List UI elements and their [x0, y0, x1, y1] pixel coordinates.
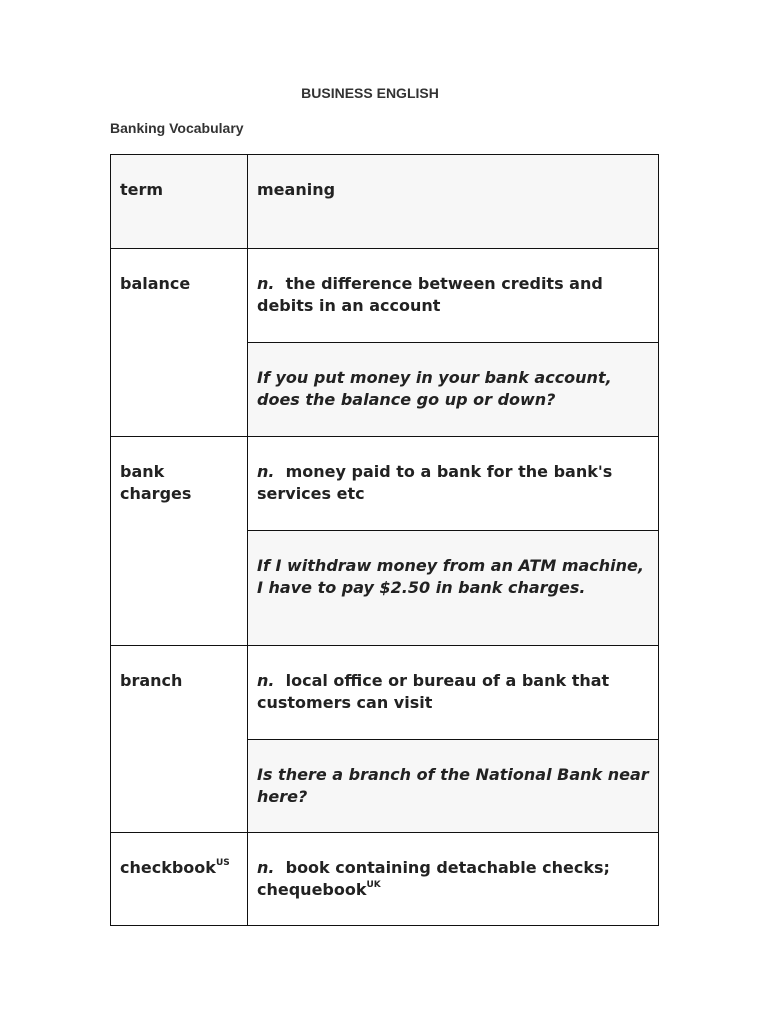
term-cell	[111, 646, 248, 833]
document-title: BUSINESS ENGLISH	[301, 85, 439, 101]
table-row	[111, 833, 659, 926]
example-cell	[248, 531, 659, 646]
example-text: Is there a branch of the National Bank near here?	[257, 765, 649, 806]
definition-text: money paid to a bank for the bank's services etc	[257, 462, 613, 503]
definition-text: the difference between credits and debits in an account	[257, 274, 603, 315]
definition-cell	[248, 437, 659, 531]
document-subtitle: Banking Vocabulary	[110, 120, 244, 136]
column-header-meaning: meaning	[248, 155, 659, 249]
term-text: branch	[120, 671, 183, 690]
definition-cell	[248, 646, 659, 740]
definition-text: local office or bureau of a bank that customers can visit	[257, 671, 610, 712]
definition-cell	[248, 249, 659, 343]
table-row	[111, 249, 659, 343]
term-cell	[111, 833, 248, 926]
part-of-speech: n.	[257, 462, 275, 481]
example-text: If I withdraw money from an ATM machine, I have to pay $2.50 in bank charges.	[257, 556, 644, 597]
term-text: checkbook	[120, 858, 216, 877]
part-of-speech: n.	[257, 671, 275, 690]
table-header-row	[111, 155, 659, 249]
term-cell	[111, 249, 248, 437]
example-cell	[248, 343, 659, 437]
term-region-superscript: US	[215, 857, 230, 868]
term-cell	[111, 437, 248, 646]
definition-cell	[248, 833, 659, 926]
term-text: balance	[120, 274, 191, 293]
definition-text: book containing detachable checks; chequebook	[257, 858, 610, 899]
example-text: If you put money in your bank account, does the balance go up or down?	[257, 368, 612, 409]
vocabulary-table	[110, 154, 659, 926]
column-header-term: term	[111, 155, 248, 249]
table-row	[111, 437, 659, 531]
part-of-speech: n.	[257, 274, 275, 293]
part-of-speech: n.	[257, 858, 275, 877]
example-cell	[248, 740, 659, 833]
definition-region-superscript: UK	[366, 879, 381, 890]
term-text: bank charges	[120, 462, 192, 503]
table-row	[111, 646, 659, 740]
